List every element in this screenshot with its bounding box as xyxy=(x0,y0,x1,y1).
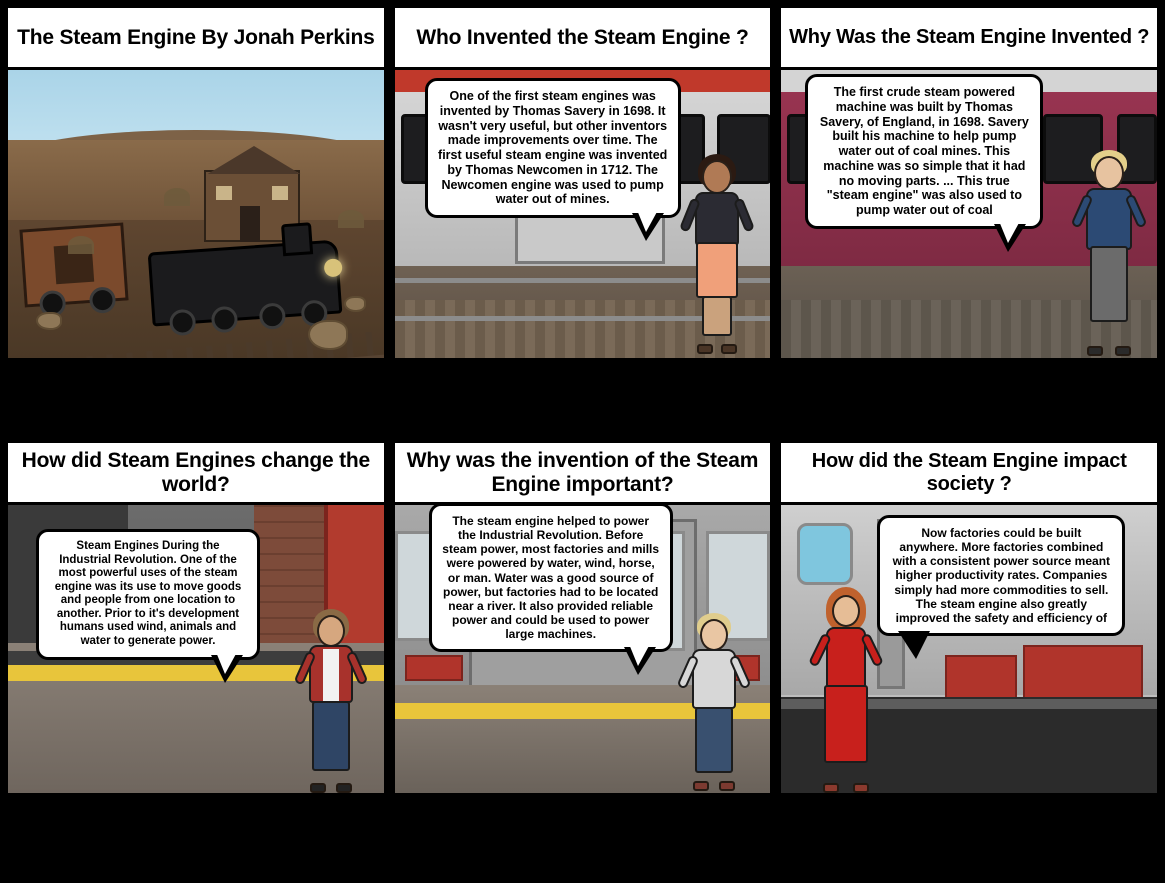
character-woman-red-jacket xyxy=(300,609,362,793)
speech-bubble-2 xyxy=(425,78,681,218)
skirt xyxy=(696,242,738,298)
seat-bench-middle xyxy=(945,655,1017,699)
panel-3-title: Why Was the Steam Engine Invented ? xyxy=(781,8,1157,70)
panel-6-scene xyxy=(781,505,1157,793)
head xyxy=(832,595,860,627)
boot-right xyxy=(721,344,737,354)
shirt xyxy=(323,649,339,701)
speech-bubble-tail xyxy=(632,213,664,241)
panel-4[interactable] xyxy=(5,440,387,796)
trousers xyxy=(1090,246,1128,322)
speech-bubble-5 xyxy=(429,505,673,652)
panel-2-title: Who Invented the Steam Engine ? xyxy=(395,8,771,70)
speech-bubble-tail xyxy=(624,647,656,675)
window-left xyxy=(797,523,853,585)
bush-3 xyxy=(164,188,190,206)
legs xyxy=(702,296,732,336)
storyboard-row-2 xyxy=(0,440,1165,796)
panel-6-title: How did the Steam Engine impact society ? xyxy=(781,443,1157,505)
panel-2-scene xyxy=(395,70,771,358)
shoe-left xyxy=(310,783,326,793)
dress-skirt xyxy=(824,685,868,763)
jacket xyxy=(695,192,739,246)
shoe-right xyxy=(1115,346,1131,356)
speech-bubble-6 xyxy=(877,515,1125,636)
rock-3 xyxy=(344,296,366,312)
character-man-grey-hoodie xyxy=(683,613,745,791)
panel-5[interactable] xyxy=(392,440,774,796)
panel-1-scene xyxy=(8,70,384,358)
speech-bubble-2-text: One of the first steam engines was invented by Thomas Savery in 1698. It wasn't very useful, but other inventors made improvements over time. The first useful steam engine was invented by Thomas Newcomen in 1712. The Newcomen engine was used to pump water out of mines. xyxy=(438,89,668,207)
seat-bench-right xyxy=(1023,645,1143,699)
house-door xyxy=(240,206,260,242)
house-window-right xyxy=(272,186,288,200)
house-window-left xyxy=(216,186,232,200)
panel-1-title: The Steam Engine By Jonah Perkins xyxy=(8,8,384,70)
boot-left xyxy=(697,344,713,354)
shoe-left xyxy=(823,783,839,793)
dress-top xyxy=(826,627,866,689)
shoe-right xyxy=(853,783,869,793)
character-woman-red-dress xyxy=(815,587,877,793)
head xyxy=(1094,156,1124,190)
panel-2[interactable] xyxy=(392,5,774,361)
panel-4-scene xyxy=(8,505,384,793)
head xyxy=(317,615,345,647)
shoe-right xyxy=(336,783,352,793)
panel-6[interactable] xyxy=(778,440,1160,796)
panel-3-scene xyxy=(781,70,1157,358)
character-man-blue xyxy=(1077,150,1141,356)
jeans xyxy=(695,707,733,773)
speech-bubble-tail xyxy=(994,224,1026,252)
shoe-right xyxy=(719,781,735,791)
panel-3[interactable] xyxy=(778,5,1160,361)
speech-bubble-4-text: Steam Engines During the Industrial Revolution. One of the most powerful uses of the steam engine was its use to move goods and people from one location to another. Prior to it's development humans used wind, animals and water to generate power. xyxy=(54,540,242,647)
head xyxy=(700,619,728,651)
rock-1 xyxy=(36,312,62,330)
panel-5-title: Why was the invention of the Steam Engine important? xyxy=(395,443,771,505)
speech-bubble-3 xyxy=(805,74,1043,229)
character-woman-orange xyxy=(685,154,749,354)
shoe-left xyxy=(693,781,709,791)
head xyxy=(702,160,732,194)
storyboard-row-1 xyxy=(0,5,1165,361)
hoodie xyxy=(692,649,736,709)
speech-bubble-3-text: The first crude steam powered machine was built by Thomas Savery, of England, in 1698. Savery built his machine to help pump water out of coal mines. This machine was so simple that it had no moving parts. ... This true "steam engine" was also used to pump water out of coal xyxy=(819,85,1029,217)
bush-2 xyxy=(338,210,364,228)
rock-2 xyxy=(308,320,348,350)
seat-left xyxy=(405,655,463,681)
speech-bubble-5-text: The steam engine helped to power the Industrial Revolution. Before steam power, most factories and mills were powered by water, wind, horse, or man. Water was a good source of power, but factories had to be located near a river. It also provided reliable power and could be used to power large machines. xyxy=(442,514,660,642)
panel-4-title: How did Steam Engines change the world? xyxy=(8,443,384,505)
panel-5-scene xyxy=(395,505,771,793)
shoe-left xyxy=(1087,346,1103,356)
boxcar xyxy=(19,222,128,307)
bush-1 xyxy=(68,236,94,254)
panel-1[interactable] xyxy=(5,5,387,361)
jeans xyxy=(312,701,350,771)
speech-bubble-6-text: Now factories could be built anywhere. More factories combined with a consistent power source meant higher productivity rates. Companies simply had more commodities to sell. The steam engine also greatly improved the safety and efficiency of xyxy=(892,526,1111,625)
steam-locomotive xyxy=(148,239,343,326)
speech-bubble-tail xyxy=(898,631,930,659)
speech-bubble-tail xyxy=(211,655,243,683)
speech-bubble-4 xyxy=(36,529,260,660)
